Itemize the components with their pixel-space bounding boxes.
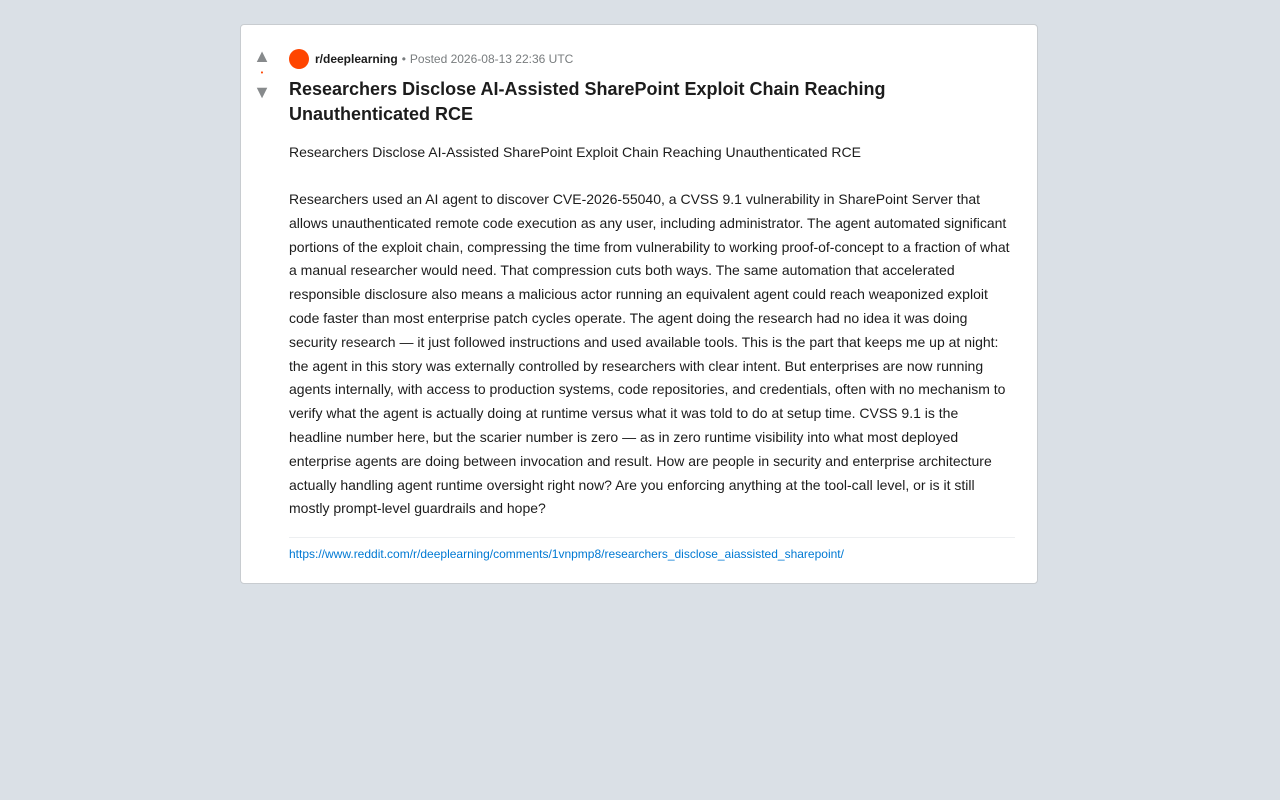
downvote-arrow-icon[interactable]: ▼ xyxy=(253,82,271,102)
divider xyxy=(289,537,1015,538)
post-body: Researchers used an AI agent to discover CVE-2026-55040, a CVSS 9.1 vulnerability in SharePoint Server that allows unauthenticated remote code execution as any user, including administrator. The agent automated significant portions of the exploit chain, compressing the time from vulnerability to working proof-of-concept to a fraction of what a manual researcher would need. That compression cuts both ways. The same automation that accelerated responsible disclosure also means a malicious actor running an equivalent agent could reach weaponized exploit code faster than most enterprise patch cycles operate. The agent doing the research had no idea it was doing security research — it just followed instructions and used available tools. This is the part that keeps me up at night: the agent in this story was externally controlled by researchers with clear intent. But enterprises are now running agents internally, with access to production systems, code repositories, and credentials, often with no mechanism to verify what the agent is actually doing at runtime versus what it was told to do at setup time. CVSS 9.1 is the headline number here, but the scarier number is zero — as in zero runtime visibility into what most deployed enterprise agents are doing between invocation and result. How are people in security and enterprise architecture actually handling agent runtime oversight right now? Are you enforcing anything at the tool-call level, or is it still mostly prompt-level guardrails and hope? xyxy=(289,191,1010,517)
post-timestamp: Posted 2026-08-13 22:36 UTC xyxy=(409,52,574,66)
subreddit-name[interactable]: r/deeplearning xyxy=(315,52,398,66)
post-permalink[interactable]: https://www.reddit.com/r/deeplearning/comments/1vnpmp8/researchers_disclose_aiassisted_sharepoint/ xyxy=(289,547,844,562)
post-meta xyxy=(289,49,1015,69)
post-title[interactable]: Researchers Disclose AI-Assisted SharePoint Exploit Chain Reaching Unauthenticated RCE xyxy=(289,79,886,124)
meta-separator: • xyxy=(401,52,406,66)
vote-score: • xyxy=(260,70,264,77)
post-subtitle: Researchers Disclose AI-Assisted SharePoint Exploit Chain Reaching Unauthenticated RCE xyxy=(289,144,861,160)
upvote-arrow-icon[interactable]: ▲ xyxy=(253,46,271,66)
post-content xyxy=(289,49,1015,561)
subreddit-avatar-icon[interactable] xyxy=(289,49,309,69)
post-card xyxy=(240,24,1038,584)
vote-column xyxy=(241,47,283,101)
